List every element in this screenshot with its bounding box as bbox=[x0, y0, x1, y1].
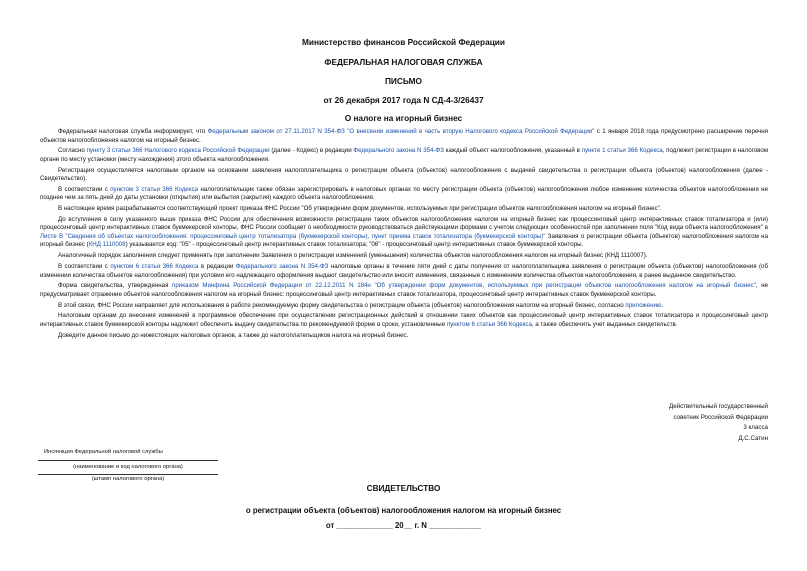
document-link[interactable]: Федерального закона N 354-ФЗ bbox=[235, 263, 329, 271]
document-link[interactable]: Листе В "Сведения об объектах налогообложения: процессинговый центр тотализатора (букмекерской конторы), пункт приема ставок тотализатора (букмекерской конторы)" bbox=[40, 232, 546, 240]
document-link[interactable]: Федерального закона N 354-ФЗ bbox=[353, 147, 444, 155]
document-link[interactable]: пунктом 6 статьи 366 Кодекса bbox=[446, 320, 532, 328]
paragraph-text: Налоговым органам до внесения изменений в программное обеспечение при осуществлении регистрационных действий в отношении таких объектов как процессинговый центр интерактивных ставок тотализатора и процессинговый центр интерактивных ставок букмекерской конторы надлежит обеспечить выдачу свидетельства по рекомендуемой форме в сроки, установленные bbox=[40, 312, 768, 328]
letter-paragraph bbox=[40, 167, 768, 184]
letter-paragraph bbox=[40, 252, 768, 261]
letter-paragraph bbox=[40, 186, 768, 203]
document-link[interactable]: пунктом 3 статьи 366 Кодекса bbox=[110, 185, 199, 193]
paragraph-text: В этой связи, ФНС России направляет для использования в работе рекомендуемую форму свидетельства о регистрации объекта (объектов) налогообложения налогом на игорный бизнес, согласно bbox=[58, 301, 626, 309]
letter-paragraph bbox=[40, 332, 768, 341]
document-link[interactable]: пункте 1 статьи 366 Кодекса bbox=[581, 147, 663, 155]
paragraph-text: , не предусматривает отражение объектов налогообложения налогом на игорный бизнес: процессинговый центр интерактивных ставок тотализатора, процессинговый центр интерактивных ставок букмекерской конторы. bbox=[40, 282, 769, 298]
signature-title-line2: советник Российской Федерации bbox=[673, 413, 768, 421]
paragraph-text: В настоящее время разрабатывается соответствующий проект приказа ФНС России "Об утверждении форм документов, используемых при регистрации объектов налогообложения налогом на игорный бизнес". bbox=[58, 205, 662, 213]
inspection-caption: (наименование и код налогового органа) bbox=[38, 461, 218, 476]
letter-body bbox=[40, 128, 768, 343]
paragraph-text: каждый объект налогообложения, указанный в bbox=[443, 147, 582, 155]
document-link[interactable]: пункту 3 статьи 366 Налогового кодекса Российской Федерации bbox=[86, 147, 270, 155]
service-name: ФЕДЕРАЛЬНАЯ НАЛОГОВАЯ СЛУЖБА bbox=[324, 57, 483, 67]
ministry-name: Министерство финансов Российской Федерации bbox=[301, 37, 506, 47]
signature-title-line1: Действительный государственный bbox=[669, 403, 768, 410]
paragraph-text: Форма свидетельства, утвержденная bbox=[58, 282, 173, 290]
paragraph-text: налоговые органы в течение пяти дней с даты получения от налогоплательщика заявления о регистрации объекта (объектов) налогообложения (об изменении количества объектов налогообложения) при условии его надлежащего оформления выдают свидетельство или вносят изменения, связанные с изменением количества объектов налогообложения, в ранее выданное свидетельство. bbox=[40, 263, 768, 279]
certificate-date-line: от _____________ 20__ г. N ____________ bbox=[325, 521, 482, 530]
letter-paragraph bbox=[40, 263, 768, 280]
certificate-title: СВИДЕТЕЛЬСТВО bbox=[366, 484, 441, 493]
signature-block bbox=[669, 402, 768, 444]
document-subject: О налоге на игорный бизнес bbox=[344, 113, 463, 123]
paragraph-text: Доведите данное письмо до нижестоящих налоговых органов, а также до налогоплательщиков налога на игорный бизнес. bbox=[58, 331, 409, 339]
letter-paragraph bbox=[40, 282, 768, 299]
paragraph-text: налогоплательщик также обязан зарегистрировать в налоговых органах по месту регистрации объекта (объектов) налогообложения любое изменение количества объектов налогообложения не позднее чем за пять дней до даты установки (открытия) или выбытия (закрытия) каждого объекта налогообложения. bbox=[40, 185, 768, 202]
letter-paragraph bbox=[40, 302, 768, 311]
paragraph-text: с 1 января 2018 года предусмотрено расширение перечня объектов налогообложения налогом на игорный бизнес. bbox=[40, 128, 768, 144]
paragraph-text: ) указывается код: "05" - процессинговый центр интерактивных ставок тотализатора; "06" - процессинговый центр интерактивных ставок букмекерской конторы. bbox=[125, 241, 584, 249]
paragraph-text: . bbox=[661, 301, 664, 309]
paragraph-text: В соответствии с bbox=[58, 263, 111, 271]
inspection-block bbox=[38, 446, 218, 483]
paragraph-text: , подлежит регистрации в налоговом органе по месту установки (месту нахождения) этого объекта налогообложения. bbox=[40, 147, 768, 163]
certificate-subtitle: о регистрации объекта (объектов) налогообложения налогом на игорный бизнес bbox=[245, 506, 562, 515]
paragraph-text: Регистрация осуществляется налоговым органом на основании заявления налогоплательщика о регистрации объекта (объектов) налогообложения с выдачей свидетельства о регистрации объекта (объектов) налогообложения (далее - Свидетельство). bbox=[40, 166, 768, 183]
letter-paragraph bbox=[40, 216, 768, 250]
letter-paragraph bbox=[40, 205, 768, 214]
paragraph-text: (далее - Кодекс) в редакции bbox=[269, 147, 354, 155]
document-type: ПИСЬМО bbox=[384, 76, 423, 86]
document-link[interactable]: приказом Минфина Российской Федерации от 22.12.2011 N 184н "Об утверждении форм документов, используемых при регистрации объектов налогообложения налогом на игорный бизнес" bbox=[172, 282, 756, 290]
paragraph-text: Заявления о регистрации объекта (объектов) налогообложения налогом на игорный бизнес ( bbox=[40, 232, 768, 249]
paragraph-text: Федеральная налоговая служба информирует, что bbox=[58, 128, 208, 135]
signature-name: Д.С.Сатин bbox=[738, 434, 768, 442]
stamp-caption: (штамп налогового органа) bbox=[91, 476, 165, 482]
document-date-number: от 26 декабря 2017 года N СД-4-3/26437 bbox=[323, 95, 484, 105]
paragraph-text: Аналогичный порядок заполнения следует применять при заполнении Заявления о регистрации изменений (уменьшения) количества объектов налогообложения налогом на игорный бизнес (КНД 1110007). bbox=[58, 252, 648, 260]
document-link[interactable]: Федеральным законом от 27.11.2017 N 354-ФЗ "О внесении изменений в часть вторую Налогового кодекса Российской Федерации" bbox=[207, 128, 595, 135]
document-link[interactable]: КНД 1110008 bbox=[88, 241, 126, 249]
paragraph-text: До вступления в силу указанного выше приказа ФНС России для обеспечения возможности регистрации таких объектов налогообложения налогом на игорный бизнес как процессинговый центр интерактивных ставок тотализатора и (или) процессинговый центр интерактивных ставок букмекерской конторы, ФНС России сообщает о необходимости руководствоваться действующими формами с учетом следующих особенностей при заполнении поля "Код вида объекта налогообложения" в bbox=[40, 215, 768, 232]
paragraph-text: Согласно bbox=[58, 147, 87, 155]
paragraph-text: , а также обеспечить учет выданных свидетельств. bbox=[531, 320, 678, 328]
signature-title-line3: 3 класса bbox=[743, 424, 768, 431]
document-link[interactable]: приложению bbox=[625, 301, 662, 309]
paragraph-text: В соответствии с bbox=[58, 185, 111, 193]
letter-paragraph bbox=[40, 128, 768, 145]
paragraph-text: в редакции bbox=[198, 263, 236, 271]
inspection-name: Инспекция Федеральной налоговой службы bbox=[38, 446, 218, 461]
letter-paragraph bbox=[40, 312, 768, 329]
document-link[interactable]: пунктом 6 статьи 366 Кодекса bbox=[110, 263, 199, 271]
letter-paragraph bbox=[40, 147, 768, 164]
